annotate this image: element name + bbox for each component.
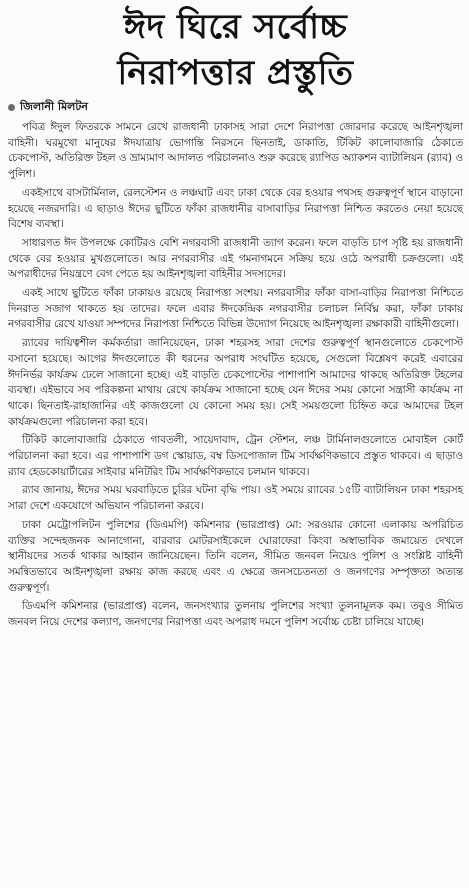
paragraph: পবিত্র ঈদুল ফিতরকে সামনে রেখে রাজধানী ঢাকাসহ সারা দেশে নিরাপত্তা জোরদার করেছে আইনশৃঙ্খলা বাহিনী। ঘরমুখো মানুষের ঈদযাত্রায় ভোগান্তি নিরসনে ছিনতাই, ডাকাতি, টিকিট কালোবাজারি ঠেকাতে চেকপোস্ট, অতিরিক্ত টহল ও ভ্রাম্যমাণ আদালত পরিচালনাও শুরু করেছে র‍্যাপিড অ্যাকশন ব্যাটালিয়ন (র‍্যাব) ও পুলিশ। <box>8 121 463 181</box>
author-name: জিলানী মিলটন <box>20 100 88 113</box>
paragraph: র‍্যাব জানায়, ঈদের সময় ঘরবাড়িতে চুরির ঘটনা বৃদ্ধি পায়। ওই সময়ে র‍্যাবের ১৫টি ব্যাটালিয়ন ঢাকা শহরসহ সারা দেশে একযোগে অভিযান পরিচালনা করবে। <box>8 484 463 513</box>
headline <box>8 4 463 96</box>
headline-line-2: নিরাপত্তার প্রস্তুতি <box>117 53 354 93</box>
paragraph: একইসাথে বাসটার্মিনাল, রেলস্টেশন ও লঞ্চঘাট এবং ঢাকা থেকে বের হওয়ার পথসহ গুরুত্বপূর্ণ স্থানে বাড়ানো হয়েছে নজরদারি। এ ছাড়াও ঈদের ছুটিতে ফাঁকা রাজধানীর বাসাবাড়ির নিরাপত্তা নিশ্চিত করতেও নেয়া হয়েছে বিশেষ ব্যবস্থা। <box>8 186 463 231</box>
paragraph: টিকিট কালোবাজারি ঠেকাতে গাবতলী, সায়েদাবাদ, ট্রেন স্টেশন, লঞ্চ টার্মিনালগুলোতে মোবাইল কোর্ট পরিচালনা করা হবে। এর পাশাপাশি ডগ স্কোয়াড, বম্ব ডিসপোজাল টিম সার্বক্ষণিকভাবে প্রস্তুত থাকবে। এ ছাড়াও র‍্যাব হেডকোয়ার্টারের সাইবার মনিটরিং টিম সার্বক্ষণিকভাবে চলমান থাকবে। <box>8 434 463 478</box>
byline <box>8 98 463 117</box>
paragraph: সাধারণত ঈদ উপলক্ষে কোটিরও বেশি নগরবাসী রাজধানী ত্যাগ করেন। ফলে বাড়তি চাপ সৃষ্টি হয় রাজধানী থেকে বের হওয়ার মুখগুলোতে। আর নগরবাসীর এই গমনাগমনে সক্রিয় হয়ে ওঠে অপরাধী চক্রগুলো। এই অপরাধীদের নিয়ন্ত্রণে বেগ পেতে হয় আইনশৃঙ্খলা বাহিনীর সদস্যদের। <box>8 236 463 281</box>
bullet-icon <box>8 104 15 111</box>
paragraph: একই সাথে ছুটিতে ফাঁকা ঢাকায়ও রয়েছে নিরাপত্তা সংশয়। নগরবাসীর ফাঁকা বাসা-বাড়ির নিরাপত্তা নিশ্চিতে দিনরাত সজাগ থাকতে হয় তাদের। ফলে এবার ঈদকেন্দ্রিক নগরবাসীর চলাচল নির্বিঘ্ন করা, ফাঁকা ঢাকায় নগরবাসীর রেখে যাওয়া সম্পদের নিরাপত্তা নিশ্চিতে বিভিন্ন উদ্যোগ নিয়েছে আইনশৃঙ্খলা রক্ষাকারী বাহিনীগুলো। <box>8 287 463 331</box>
paragraph: র‍্যাবের দায়িত্বশীল কর্মকর্তারা জানিয়েছেন, ঢাকা শহরসহ সারা দেশের গুরুত্বপূর্ণ স্থানগুলোতে চেকপোস্ট বসানো হয়েছে। আগের ঈদগুলোতে কী ধরনের অপরাধ সংঘটিত হয়েছে, সেগুলো বিশ্লেষণ করেই এবারের ঈদনির্ভর কার্যক্রম ঢেলে সাজানো হচ্ছে। এই বাড়তি চেকপোস্টের পাশাপাশি আমাদের থাকছে অতিরিক্ত টহলের ব্যবস্থা। এইভাবে সব পরিকল্পনা মাথায় রেখে কার্যক্রম সাজানো হচ্ছে যেন ঈদের সময় কোনো সন্ত্রাসী কার্যক্রম না থাকে। ছিনতাই-রাহাজানির এই কাজগুলো যে কোনো সময় হয়। সেই সময়গুলো চিহ্নিত করে আমাদের টহল কার্যক্রমগুলো পরিচালনা করা হবে। <box>8 337 463 428</box>
paragraph: ডিএমপি কমিশনার (ভারপ্রাপ্ত) বলেন, জনসংখ্যার তুলনায় পুলিশের সংখ্যা তুলনামূলক কম। তবুও সীমিত জনবল নিয়ে দেশের কল্যাণ, জনগণের নিরাপত্তা এবং অপরাধ দমনে পুলিশ সর্বোচ্চ চেষ্টা চালিয়ে যাচ্ছে। <box>8 600 463 629</box>
headline-line-1: ঈদ ঘিরে সর্বোচ্চ <box>123 7 348 47</box>
article-body <box>8 120 463 631</box>
paragraph: ঢাকা মেট্রোপলিটন পুলিশের (ডিএমপি) কমিশনার (ভারপ্রাপ্ত) মো: সরওয়ার কোনো এলাকায় অপরিচিত ব্যক্তির সন্দেহজনক আনাগোনা, বারবার মোটরসাইকেলে ঘোরাফেরা কিংবা অস্বাভাবিক জমায়েত দেখলে স্থানীয়দের সতর্ক থাকার আহ্বান জানিয়েছেন। তিনি বলেন, সীমিত জনবল নিয়েও পুলিশ ও সংশ্লিষ্ট বাহিনী সমন্বিতভাবে আইনশৃঙ্খলা রক্ষায় কাজ করছে এবং এ ক্ষেত্রে জনসচেতনতা ও জনগণের সম্পৃক্ততা অত্যন্ত গুরুত্বপূর্ণ। <box>8 518 463 594</box>
